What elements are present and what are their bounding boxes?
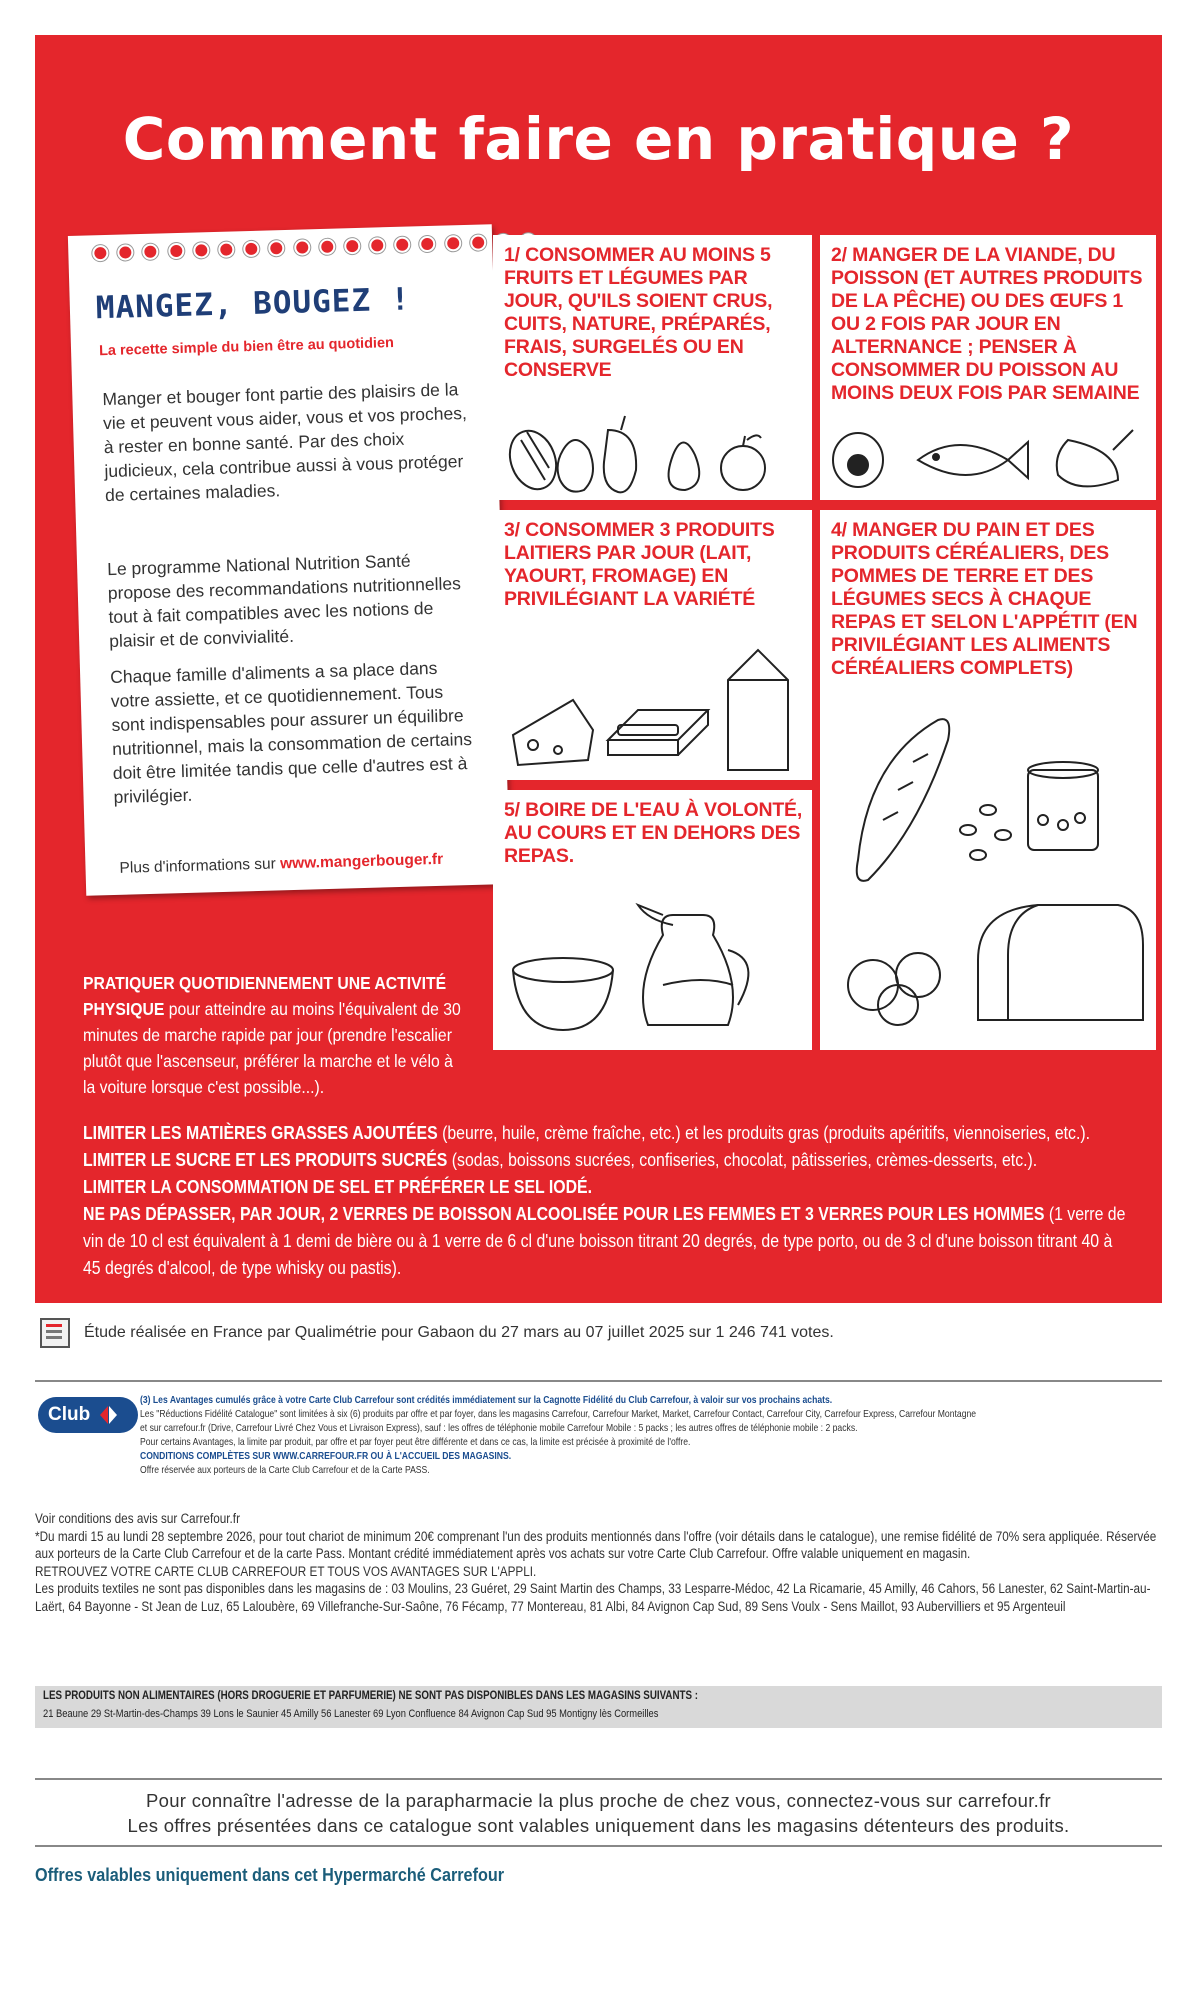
tip-box-fruits — [493, 235, 812, 500]
study-note — [40, 1318, 834, 1348]
limit-item: LIMITER LES MATIÈRES GRASSES AJOUTÉES (beurre, huile, crème fraîche, etc.) et les produits gras (produits apéritifs, viennoiseries, etc.). — [83, 1123, 1091, 1143]
tip-box-cereals — [820, 510, 1156, 1050]
divider — [35, 1778, 1162, 1780]
club-carrefour-logo: Club — [38, 1397, 138, 1433]
card-subtitle: La recette simple du bien être au quotidien — [98, 334, 395, 360]
non-food-title: LES PRODUITS NON ALIMENTAIRES (HORS DROGUERIE ET PARFUMERIE) NE SONT PAS DISPONIBLES DANS LES MAGASINS SUIVANTS : — [43, 1690, 698, 1702]
bread-potatoes-illustration — [828, 710, 1148, 1040]
tip-text: 4/ MANGER DU PAIN ET DES PRODUITS CÉRÉALIERS, DES POMMES DE TERRE ET DES LÉGUMES SECS À CHAQUE REPAS ET SELON L'APPÉTIT (EN PRIVILÉGIANT LES ALIMENTS CÉRÉALIERS COMPLETS) — [831, 519, 1138, 679]
parapharmacy-note: Pour connaître l'adresse de la parapharmacie la plus proche de chez vous, connectez-vous sur carrefour.fr — [145, 1790, 1051, 1811]
red-panel — [35, 35, 1162, 1303]
mangerbouger-link[interactable]: www.mangerbouger.fr — [279, 850, 444, 873]
activity-rest: pour atteindre au moins l'équivalent de 30 minutes de marche rapide par jour (prendre l'escalier plutôt que l'ascenseur, préférer la marche et le vélo à la voiture lorsque c'est possible...). — [83, 999, 461, 1097]
divider — [35, 1380, 1162, 1382]
activity-bold: PRATIQUER QUOTIDIENNEMENT UNE ACTIVITÉ PHYSIQUE — [83, 973, 447, 1019]
egg-fish-meat-illustration — [828, 425, 1148, 495]
tip-text: 5/ BOIRE DE L'EAU À VOLONTÉ, AU COURS ET EN DEHORS DES REPAS. — [504, 799, 803, 867]
limit-item: LIMITER LE SUCRE ET LES PRODUITS SUCRÉS (sodas, boissons sucrées, confiseries, chocolat, pâtisseries, crèmes-desserts, etc.). — [83, 1150, 1038, 1170]
card-paragraph: Manger et bouger font partie des plaisirs de la vie et peuvent vous aider, vous et vos proches, à rester en bonne santé. Par des choix judicieux, cela contribue aussi à vous protéger de certaines maladies. — [102, 379, 468, 506]
activity-text — [83, 970, 461, 1100]
limits-list — [83, 1120, 1139, 1282]
study-icon — [40, 1318, 70, 1348]
card-paragraph: Chaque famille d'aliments a sa place dans votre assiette, et ce quotidiennement. Tous sont indispensables pour assurer un équilibre nutritionnel, mais la consommation de certains doit être limitée tandis que celle d'autres est à privilégier. — [109, 657, 473, 807]
non-food-notice — [35, 1686, 1162, 1728]
tip-text: 2/ MANGER DE LA VIANDE, DU POISSON (ET AUTRES PRODUITS DE LA PÊCHE) OU DES ŒUFS 1 OU 2 FOIS PAR JOUR EN ALTERNANCE ; PENSER À CONSOMMER DU POISSON AU MOINS DEUX FOIS PAR SEMAINE — [831, 244, 1143, 404]
bowl-jug-illustration — [503, 895, 803, 1045]
tip-text: 3/ CONSOMMER 3 PRODUITS LAITIERS PAR JOUR (LAIT, YAOURT, FROMAGE) EN PRIVILÉGIANT LA VARIÉTÉ — [504, 519, 775, 610]
tip-text: 1/ CONSOMMER AU MOINS 5 FRUITS ET LÉGUMES PAR JOUR, QU'ILS SOIENT CRUS, CUITS, NATURE, PRÉPARÉS, FRAIS, SURGELÉS OU EN CONSERVE — [504, 244, 773, 381]
more-info-label: Plus d'informations sur — [119, 855, 277, 877]
catalogue-note: Les offres présentées dans ce catalogue sont valables uniquement dans les magasins détenteurs des produits. — [127, 1815, 1070, 1836]
divider — [35, 1845, 1162, 1847]
tip-box-meat-fish — [820, 235, 1156, 500]
limit-item: NE PAS DÉPASSER, PAR JOUR, 2 VERRES DE BOISSON ALCOOLISÉE POUR LES FEMMES ET 3 VERRES POUR LES HOMMES (1 verre de vin de 10 cl est équivalent à 1 demi de bière ou à 1 verre de 6 cl d'une boisson titrant 20 degrés, de type porto, ou de 3 cl d'une boisson titrant 40 à 45 degrés d'alcool, de type whisky ou pastis). — [83, 1204, 1126, 1278]
non-food-list: 21 Beaune 29 St-Martin-des-Champs 39 Lons le Saunier 45 Amilly 56 Lanester 69 Lyon Confluence 84 Avignon Cap Sud 95 Montigny lès Cormeilles — [43, 1708, 659, 1720]
notebook-rings — [92, 233, 536, 261]
footer-offers: Offres valables uniquement dans cet Hypermarché Carrefour — [35, 1865, 505, 1885]
limit-item: LIMITER LA CONSOMMATION DE SEL ET PRÉFÉRER LE SEL IODÉ. — [83, 1177, 592, 1197]
dairy-illustration — [503, 640, 803, 775]
fine-print: Voir conditions des avis sur Carrefour.fr *Du mardi 15 au lundi 28 septembre 2026, pour tout chariot de minimum 20€ comprenant l'un des produits mentionnés dans l'offre (voir détails dans le catalogue), une remise fidélité de 70% sera appliquée. Réservée aux porteurs de la Carte Club Carrefour et de la carte Pass. Montant crédité immédiatement après vos achats sur votre Carte Club Carrefour. Offre valable uniquement en magasin. RETROUVEZ VOTRE CARTE CLUB CARREFOUR ET TOUS VOS AVANTAGES SUR L'APPLI. Les produits textiles ne sont pas disponibles dans les magasins de : 03 Moulins, 23 Guéret, 29 Saint Martin des Champs, 33 Lesparre-Médoc, 42 La Ricamarie, 45 Amilly, 46 Cahors, 56 Lanester, 62 Saint-Martin-au-Laërt, 64 Bayonne - St Jean de Luz, 65 Laloubère, 69 Villefranche-Sur-Saône, 76 Fécamp, 77 Montereau, 81 Albi, 84 Avignon Cap Sud, 89 Sens Voulx - Sens Maillot, 93 Aubervilliers et 95 Argenteuil — [35, 1511, 1157, 1614]
fruits-vegetables-illustration — [503, 410, 803, 495]
study-text: Étude réalisée en France par Qualimétrie pour Gabaon du 27 mars au 07 juillet 2025 sur 1 246 741 votes. — [84, 1324, 834, 1341]
card-heading: MANGEZ, BOUGEZ ! — [95, 281, 411, 327]
club-conditions: (3) Les Avantages cumulés grâce à votre Carte Club Carrefour sont crédités immédiatement sur la Cagnotte Fidélité du Club Carrefour, à valoir sur vos prochains achats. Les "Réductions Fidélité Catalogue" sont limitées à six (6) produits par offre et par foyer, dans les magasins Carrefour, Carrefour Market, Market, Carrefour Contact, Carrefour City, Carrefour Express, Carrefour Montagne et sur carrefour.fr (Drive, Carrefour Livré Chez Vous et Livraison Express), sauf : les offres de téléphonie mobile Carrefour Mobile : 5 packs ; les autres offres de téléphonie mobile : 2 packs. Pour certains Avantages, la limite par produit, par offre et par foyer peut être différente et dans ce cas, la limite est précisée à proximité de l'offre. CONDITIONS COMPLÈTES SUR WWW.CARREFOUR.FR OU À L'ACCUEIL DES MAGASINS. Offre réservée aux porteurs de la Carte Club Carrefour et de la Carte PASS. — [140, 1394, 977, 1476]
tip-box-dairy — [493, 510, 812, 780]
tip-box-water — [493, 790, 812, 1050]
card-paragraph: Le programme National Nutrition Santé propose des recommandations nutritionnelles tout à fait compatibles avec les notions de plaisir et de convivialité. — [106, 550, 462, 652]
more-info — [119, 851, 443, 878]
page-title: Comment faire en pratique ? — [122, 105, 1075, 173]
mangez-bougez-card — [68, 224, 510, 896]
carrefour-icon — [96, 1403, 120, 1427]
